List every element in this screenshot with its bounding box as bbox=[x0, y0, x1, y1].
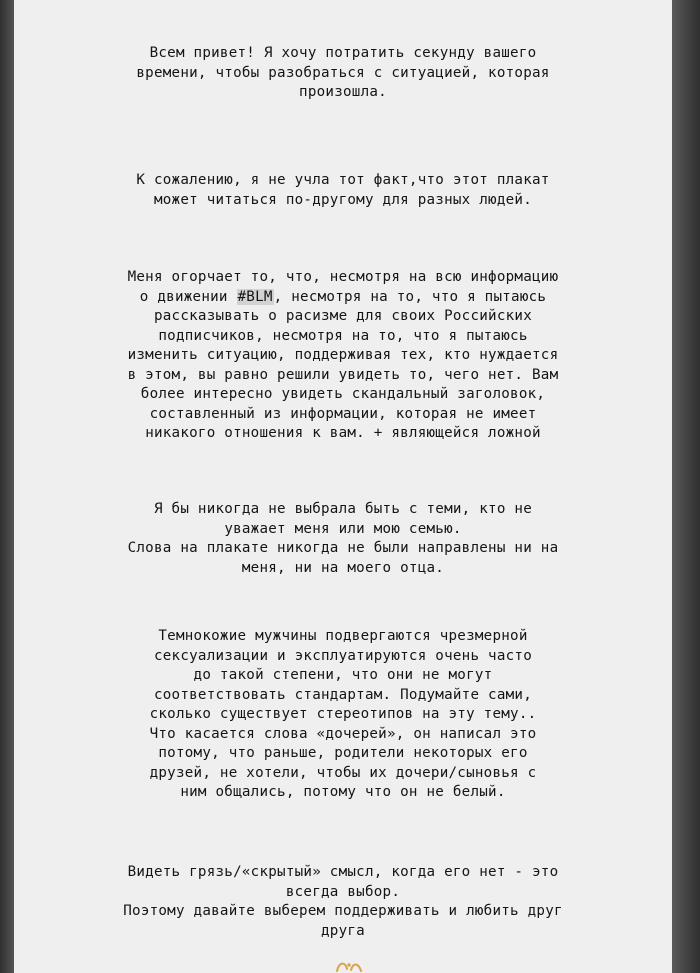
apology-paragraph: К сожалению, я не учла тот факт,что этот плакат может читаться по-другому для разных людей. bbox=[136, 172, 550, 208]
family-paragraph: Я бы никогда не выбрала быть с теми, кто не уважает меня или мою семью. Слова на плакате никогда не были направлены ни на меня, ни на моего отца. bbox=[127, 501, 559, 576]
blm-paragraph-end: , несмотря на то, что я пытаюсь рассказывать о расизме для своих Российских подписчиков, несмотря на то, что я пытаюсь изменить ситуацию, поддерживая тех, кто нуждается в этом, вы равно решили увидеть то, чего нет. Вам более интересно увидеть скандальный заголовок, составленный из информации, которая не имеет никакого отношения к вам. + являющейся ложной bbox=[127, 288, 559, 441]
stereotypes-paragraph: Темнокожие мужчины подвергаются чрезмерной сексуализации и эксплуатируются очень часто до такой степени, что они не могут соответствовать стандартам. Подумайте сами, сколько существует стереотипов на эту тему.. Что касается слова «дочерей», он написал это потому, что раньше, родители некоторых его друзей, не хотели, чтобы их дочери/сыновья с ним общались, потому что он не белый. bbox=[149, 628, 537, 800]
decorative-gold-icon bbox=[332, 958, 366, 973]
glyph-center-dot bbox=[347, 963, 350, 966]
greeting-paragraph: Всем привет! Я хочу потратить секунду вашего времени, чтобы разобраться с ситуацией, которая произошла. bbox=[136, 45, 550, 100]
blm-hashtag: #BLM bbox=[237, 288, 273, 305]
closing-paragraph: Видеть грязь/«скрытый» смысл, когда его нет - это всегда выбор. Поэтому давайте выберем поддерживать и любить друг друга bbox=[123, 864, 563, 939]
blm-paragraph-start: Меня огорчает то, что, несмотря на всю информацию о движении bbox=[127, 269, 559, 305]
blm-paragraph bbox=[84, 268, 602, 444]
glyph-right-stroke bbox=[351, 965, 361, 972]
story-card bbox=[14, 0, 672, 973]
right-background-edge bbox=[672, 0, 700, 973]
glyph-left-stroke bbox=[337, 964, 347, 971]
left-background-edge bbox=[0, 0, 14, 973]
